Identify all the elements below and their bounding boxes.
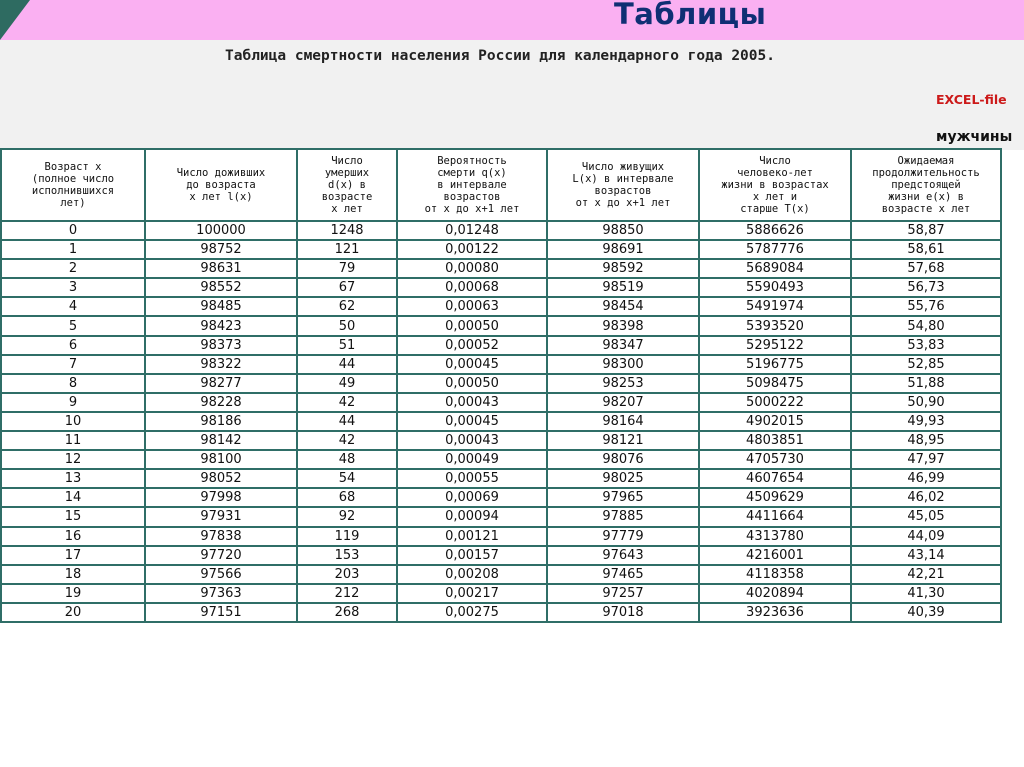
- table-cell: 98592: [547, 259, 699, 278]
- table-cell: 0,00275: [397, 603, 547, 622]
- table-cell: 57,68: [851, 259, 1001, 278]
- table-cell: 98691: [547, 240, 699, 259]
- table-cell: 44,09: [851, 527, 1001, 546]
- table-cell: 97566: [145, 565, 297, 584]
- table-cell: 92: [297, 507, 397, 526]
- table-cell: 52,85: [851, 355, 1001, 374]
- table-cell: 0,00050: [397, 374, 547, 393]
- table-cell: 0,00068: [397, 278, 547, 297]
- table-cell: 98552: [145, 278, 297, 297]
- table-cell: 11: [1, 431, 145, 450]
- slide-title: Таблицы: [614, 0, 767, 31]
- table-cell: 5491974: [699, 297, 851, 316]
- table-cell: 4313780: [699, 527, 851, 546]
- table-cell: 12: [1, 450, 145, 469]
- table-cell: 5295122: [699, 336, 851, 355]
- table-cell: 50: [297, 316, 397, 335]
- table-body: [1, 221, 1001, 622]
- corner-decoration: [0, 0, 30, 40]
- table-cell: 98164: [547, 412, 699, 431]
- excel-file-link[interactable]: EXCEL-file: [936, 92, 1007, 107]
- table-row: [1, 297, 1001, 316]
- table-cell: 119: [297, 527, 397, 546]
- table-row: [1, 507, 1001, 526]
- table-cell: 49: [297, 374, 397, 393]
- table-cell: 98052: [145, 469, 297, 488]
- table-cell: 98300: [547, 355, 699, 374]
- table-cell: 98322: [145, 355, 297, 374]
- table-cell: 4411664: [699, 507, 851, 526]
- table-cell: 98100: [145, 450, 297, 469]
- table-cell: 41,30: [851, 584, 1001, 603]
- table-cell: 98347: [547, 336, 699, 355]
- table-cell: 50,90: [851, 393, 1001, 412]
- table-cell: 0,00049: [397, 450, 547, 469]
- table-cell: 58,61: [851, 240, 1001, 259]
- table-row: [1, 603, 1001, 622]
- table-cell: 8: [1, 374, 145, 393]
- table-cell: 97885: [547, 507, 699, 526]
- table-cell: 42: [297, 431, 397, 450]
- table-cell: 98752: [145, 240, 297, 259]
- table-cell: 67: [297, 278, 397, 297]
- table-cell: 18: [1, 565, 145, 584]
- table-row: [1, 355, 1001, 374]
- table-cell: 98423: [145, 316, 297, 335]
- table-cell: 54: [297, 469, 397, 488]
- table-cell: 97838: [145, 527, 297, 546]
- table-cell: 5590493: [699, 278, 851, 297]
- table-cell: 98454: [547, 297, 699, 316]
- table-row: [1, 316, 1001, 335]
- table-cell: 43,14: [851, 546, 1001, 565]
- table-cell: 55,76: [851, 297, 1001, 316]
- table-cell: 0,00045: [397, 412, 547, 431]
- table-row: [1, 259, 1001, 278]
- table-row: [1, 278, 1001, 297]
- table-cell: 98631: [145, 259, 297, 278]
- table-cell: 0,00045: [397, 355, 547, 374]
- table-cell: 97257: [547, 584, 699, 603]
- table-cell: 51: [297, 336, 397, 355]
- table-cell: 5196775: [699, 355, 851, 374]
- table-cell: 40,39: [851, 603, 1001, 622]
- table-cell: 4902015: [699, 412, 851, 431]
- table-cell: 42,21: [851, 565, 1001, 584]
- table-cell: 98076: [547, 450, 699, 469]
- table-cell: 7: [1, 355, 145, 374]
- table-cell: 98850: [547, 221, 699, 240]
- table-cell: 53,83: [851, 336, 1001, 355]
- table-cell: 44: [297, 412, 397, 431]
- table-cell: 0,00055: [397, 469, 547, 488]
- table-cell: 6: [1, 336, 145, 355]
- table-cell: 153: [297, 546, 397, 565]
- table-cell: 13: [1, 469, 145, 488]
- sex-label: мужчины: [936, 129, 1013, 145]
- table-cell: 97465: [547, 565, 699, 584]
- table-cell: 97643: [547, 546, 699, 565]
- table-cell: 58,87: [851, 221, 1001, 240]
- table-cell: 98142: [145, 431, 297, 450]
- table-row: [1, 431, 1001, 450]
- table-cell: 0,00043: [397, 431, 547, 450]
- table-cell: 0,01248: [397, 221, 547, 240]
- table-cell: 97720: [145, 546, 297, 565]
- column-header: Возраст x (полное число исполнившихся лет): [1, 149, 145, 221]
- table-cell: 0,00217: [397, 584, 547, 603]
- table-cell: 5098475: [699, 374, 851, 393]
- column-header: Вероятность смерти q(x) в интервале возрастов от x до x+1 лет: [397, 149, 547, 221]
- table-cell: 15: [1, 507, 145, 526]
- table-cell: 5: [1, 316, 145, 335]
- table-cell: 17: [1, 546, 145, 565]
- table-cell: 0,00052: [397, 336, 547, 355]
- table-cell: 98186: [145, 412, 297, 431]
- table-cell: 0,00063: [397, 297, 547, 316]
- table-cell: 48,95: [851, 431, 1001, 450]
- table-cell: 1: [1, 240, 145, 259]
- column-header: Число человеко-лет жизни в возрастах x лет и старше T(x): [699, 149, 851, 221]
- table-row: [1, 336, 1001, 355]
- table-cell: 9: [1, 393, 145, 412]
- table-cell: 97965: [547, 488, 699, 507]
- table-cell: 2: [1, 259, 145, 278]
- slide-header-bar: [0, 0, 1024, 40]
- table-row: [1, 469, 1001, 488]
- table-row: [1, 240, 1001, 259]
- table-cell: 0,00094: [397, 507, 547, 526]
- table-cell: 268: [297, 603, 397, 622]
- table-cell: 45,05: [851, 507, 1001, 526]
- table-cell: 0,00157: [397, 546, 547, 565]
- table-cell: 121: [297, 240, 397, 259]
- table-cell: 203: [297, 565, 397, 584]
- table-cell: 14: [1, 488, 145, 507]
- table-cell: 5000222: [699, 393, 851, 412]
- table-cell: 48: [297, 450, 397, 469]
- table-cell: 46,02: [851, 488, 1001, 507]
- table-cell: 98207: [547, 393, 699, 412]
- table-cell: 97151: [145, 603, 297, 622]
- table-cell: 98121: [547, 431, 699, 450]
- table-cell: 3923636: [699, 603, 851, 622]
- table-cell: 4216001: [699, 546, 851, 565]
- table-cell: 42: [297, 393, 397, 412]
- table-cell: 5393520: [699, 316, 851, 335]
- table-cell: 4509629: [699, 488, 851, 507]
- table-cell: 54,80: [851, 316, 1001, 335]
- table-header-row: [1, 149, 1001, 221]
- table-cell: 0,00121: [397, 527, 547, 546]
- column-header: Число умерших d(x) в возрасте x лет: [297, 149, 397, 221]
- table-cell: 0,00208: [397, 565, 547, 584]
- table-cell: 19: [1, 584, 145, 603]
- table-row: [1, 546, 1001, 565]
- table-cell: 4803851: [699, 431, 851, 450]
- table-cell: 10: [1, 412, 145, 431]
- table-cell: 5787776: [699, 240, 851, 259]
- table-cell: 98253: [547, 374, 699, 393]
- table-cell: 4020894: [699, 584, 851, 603]
- column-header: Число живущих L(x) в интервале возрастов от x до x+1 лет: [547, 149, 699, 221]
- table-cell: 51,88: [851, 374, 1001, 393]
- table-cell: 79: [297, 259, 397, 278]
- table-cell: 62: [297, 297, 397, 316]
- table-cell: 4607654: [699, 469, 851, 488]
- table-cell: 98519: [547, 278, 699, 297]
- table-cell: 46,99: [851, 469, 1001, 488]
- table-cell: 47,97: [851, 450, 1001, 469]
- table-cell: 68: [297, 488, 397, 507]
- table-cell: 97018: [547, 603, 699, 622]
- table-row: [1, 488, 1001, 507]
- table-cell: 97931: [145, 507, 297, 526]
- table-row: [1, 393, 1001, 412]
- column-header: Ожидаемая продолжительность предстоящей жизни e(x) в возрасте x лет: [851, 149, 1001, 221]
- table-row: [1, 527, 1001, 546]
- table-cell: 56,73: [851, 278, 1001, 297]
- table-cell: 3: [1, 278, 145, 297]
- table-cell: 5886626: [699, 221, 851, 240]
- table-cell: 4118358: [699, 565, 851, 584]
- table-cell: 0,00050: [397, 316, 547, 335]
- table-cell: 44: [297, 355, 397, 374]
- table-cell: 0,00069: [397, 488, 547, 507]
- table-row: [1, 584, 1001, 603]
- table-cell: 97779: [547, 527, 699, 546]
- table-cell: 98373: [145, 336, 297, 355]
- table-cell: 0,00043: [397, 393, 547, 412]
- table-cell: 97363: [145, 584, 297, 603]
- table-cell: 4: [1, 297, 145, 316]
- table-cell: 100000: [145, 221, 297, 240]
- table-cell: 212: [297, 584, 397, 603]
- table-cell: 4705730: [699, 450, 851, 469]
- table-row: [1, 374, 1001, 393]
- table-cell: 1248: [297, 221, 397, 240]
- table-cell: 49,93: [851, 412, 1001, 431]
- table-cell: 0: [1, 221, 145, 240]
- table-cell: 16: [1, 527, 145, 546]
- table-cell: 0,00122: [397, 240, 547, 259]
- table-cell: 0,00080: [397, 259, 547, 278]
- column-header: Число доживших до возраста x лет l(x): [145, 149, 297, 221]
- table-cell: 98277: [145, 374, 297, 393]
- table-cell: 98228: [145, 393, 297, 412]
- table-cell: 5689084: [699, 259, 851, 278]
- table-cell: 97998: [145, 488, 297, 507]
- document-title: Таблица смертности населения России для календарного года 2005.: [225, 48, 775, 64]
- table-row: [1, 450, 1001, 469]
- table-cell: 98398: [547, 316, 699, 335]
- table-row: [1, 412, 1001, 431]
- table-row: [1, 221, 1001, 240]
- table-row: [1, 565, 1001, 584]
- table-cell: 98485: [145, 297, 297, 316]
- table-cell: 20: [1, 603, 145, 622]
- mortality-table: [0, 148, 1002, 623]
- table-cell: 98025: [547, 469, 699, 488]
